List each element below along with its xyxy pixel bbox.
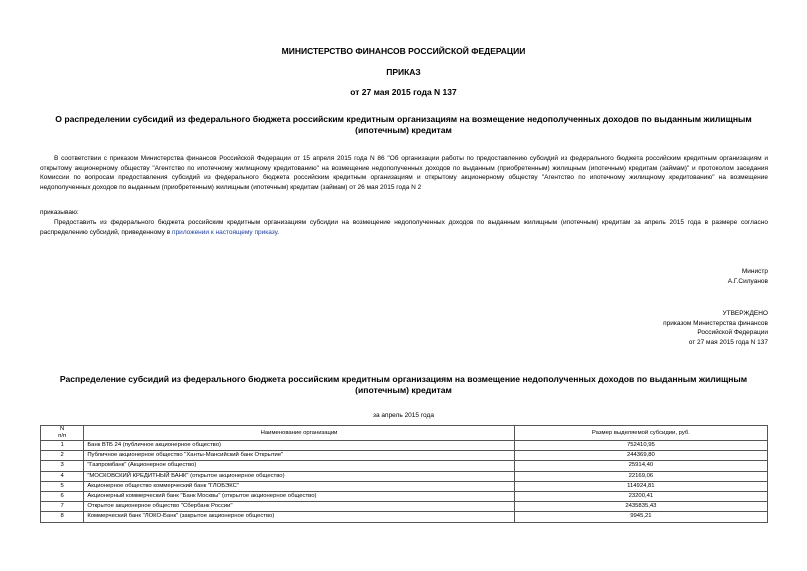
order-paragraph (40, 218, 768, 237)
row-amount: 9945,21 (514, 512, 767, 522)
row-name: Коммерческий банк "ЛОКО-Банк" (закрытое акционерное общество) (84, 512, 514, 522)
table-row (41, 512, 768, 522)
order-subject-line2: (ипотечным) кредитам (355, 125, 452, 135)
table-row (41, 502, 768, 512)
row-num: 6 (41, 492, 84, 502)
header-amount: Размер выделяемой субсидии, руб. (514, 426, 767, 441)
row-num: 7 (41, 502, 84, 512)
row-name: Открытое акционерное общество "Сбербанк России" (84, 502, 514, 512)
order-subject-line1: О распределении субсидий из федерального бюджета российским кредитным организациям на возмещение недополученных доходов по выданным жилищным (55, 114, 752, 124)
row-num: 3 (41, 461, 84, 471)
row-amount: 114924,81 (514, 481, 767, 491)
approval-line4: от 27 мая 2015 года N 137 (688, 338, 768, 346)
table-row (41, 481, 768, 491)
header-name: Наименование организации (84, 426, 514, 441)
order-label: приказываю: (40, 209, 79, 216)
appendix-title-line1: Распределение субсидий из федерального бюджета российским кредитным организациям на возмещение недополученных доходов по выданным жилищным (59, 374, 748, 384)
approval-block (560, 309, 768, 347)
row-amount: 752410,95 (514, 441, 767, 451)
signature-block (560, 267, 768, 286)
row-name: Акционерное общество коммерческий банк "ГЛОБЭКС" (84, 481, 514, 491)
order-subject (0, 114, 807, 136)
doc-type: ПРИКАЗ (386, 67, 421, 77)
signature-name: А.Г.Силуанов (727, 277, 768, 285)
appendix-link[interactable]: приложении к настоящему приказу (172, 228, 278, 236)
order-date: от 27 мая 2015 года N 137 (350, 87, 457, 97)
table-header-row (41, 426, 768, 441)
row-name: Банк ВТБ 24 (публичное акционерное общество) (84, 441, 514, 451)
row-num: 8 (41, 512, 84, 522)
row-amount: 23200,41 (514, 492, 767, 502)
approval-line3: Российской Федерации (697, 329, 768, 337)
row-name: Акционерный коммерческий банк "Банк Москвы" (открытое акционерное общество) (84, 492, 514, 502)
ministry-heading: МИНИСТЕРСТВО ФИНАНСОВ РОССИЙСКОЙ ФЕДЕРАЦИИ (281, 46, 526, 56)
signature-position: Министр (741, 268, 768, 275)
preamble-paragraph: В соответствии с приказом Министерства финансов Российской Федерации от 15 апреля 2015 года N 86 "Об организации работы по предоставлению субсидий из федерального бюджета российским кредитным организациям и открытому акционерному обществу "Агентство по ипотечному жилищному кредитованию" на возмещение недополученных доходов по выданным (приобретенным) жилищным (ипотечным) кредитам (займам)" и протоколом заседания Комиссии по вопросам предоставления субсидий из федерального бюджета российским кредитным организациям и открытому акционерному обществу "Агентство по ипотечному жилищному кредитованию" на возмещение недополученных доходов по выданным (приобретенным) жилищным (ипотечным) кредитам (займам) от 26 мая 2015 года N 2 (40, 155, 768, 191)
appendix-title (0, 374, 807, 396)
order-text-end: . (277, 228, 280, 236)
row-amount: 2435835,43 (514, 502, 767, 512)
row-num: 4 (41, 471, 84, 481)
table-row (41, 451, 768, 461)
header-num-line2: п/п (58, 433, 67, 439)
header-num-line1: N (60, 426, 65, 432)
row-name: "Газпромбанк" (Акционерное общество) (84, 461, 514, 471)
row-num: 2 (41, 451, 84, 461)
table-row (41, 471, 768, 481)
subsidy-table (40, 425, 768, 523)
row-num: 1 (41, 441, 84, 451)
table-row (41, 492, 768, 502)
row-num: 5 (41, 481, 84, 491)
header-num (41, 426, 84, 441)
row-amount: 244369,80 (514, 451, 767, 461)
approval-line2: приказом Министерства финансов (663, 319, 768, 327)
row-name: Публичное акционерное общество "Ханты-Мансийский банк Открытие" (84, 451, 514, 461)
row-amount: 25914,40 (514, 461, 767, 471)
approval-line1: УТВЕРЖДЕНО (722, 310, 768, 317)
table-row (41, 441, 768, 451)
appendix-title-line2: (ипотечным) кредитам (355, 385, 452, 395)
appendix-period: за апрель 2015 года (373, 412, 434, 419)
row-name: "МОСКОВСКИЙ КРЕДИТНЫЙ БАНК" (открытое акционерное общество) (84, 471, 514, 481)
order-text: Предоставить из федерального бюджета российским кредитным организациям субсидии на возмещение недополученных доходов по выданным жилищным (ипотечным) кредитам за апрель 2015 года в размере согласно распределению субсидий, приведенному в (40, 219, 768, 236)
row-amount: 22169,06 (514, 471, 767, 481)
table-row (41, 461, 768, 471)
